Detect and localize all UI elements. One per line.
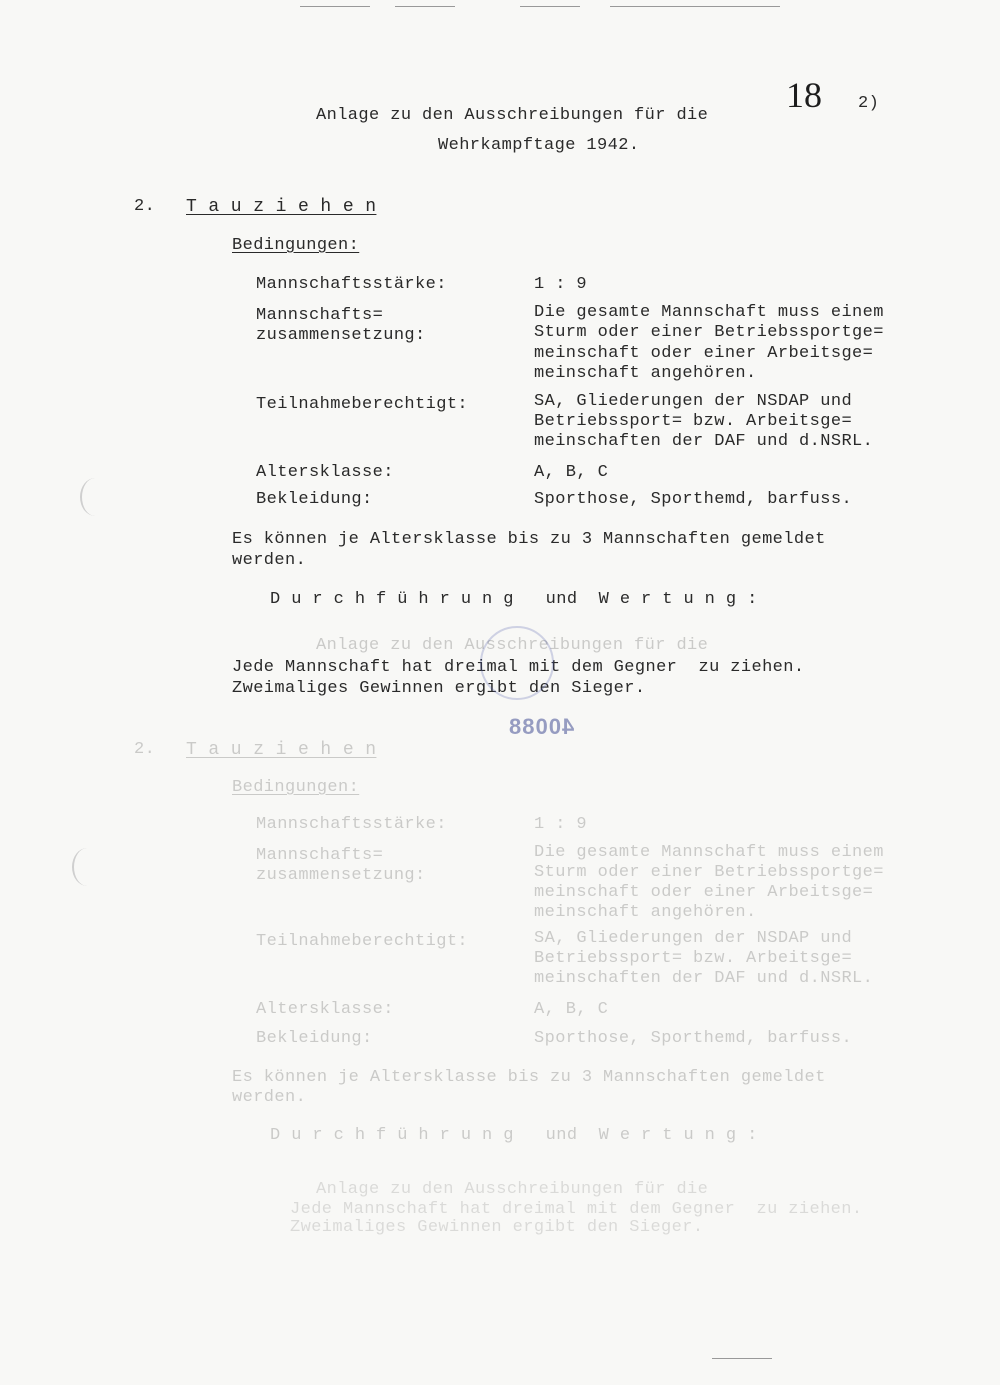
stamp-code: 40088: [508, 714, 575, 739]
show-through-text: Mannschaftsstärke:: [256, 815, 447, 834]
page-sub-number: 2): [858, 94, 880, 113]
show-through-text: Zweimaliges Gewinnen ergibt den Sieger.: [290, 1218, 704, 1237]
condition-value: meinschaften der DAF und d.NSRL.: [534, 432, 874, 451]
show-through-text: 2.: [134, 740, 156, 759]
edge-mark: [712, 1358, 772, 1359]
condition-value: A, B, C: [534, 463, 609, 482]
condition-value: Betriebssport= bzw. Arbeitsge=: [534, 412, 853, 431]
show-through-text: Mannschafts=: [256, 846, 384, 865]
edge-mark: [395, 6, 455, 7]
show-through-text: Teilnahmeberechtigt:: [256, 932, 469, 951]
show-through-text: Die gesamte Mannschaft muss einem: [534, 843, 884, 862]
condition-value: SA, Gliederungen der NSDAP und: [534, 392, 853, 411]
show-through-text: Anlage zu den Ausschreibungen für die: [316, 1180, 709, 1199]
show-through-text: Es können je Altersklasse bis zu 3 Mannschaften gemeldet: [232, 1068, 826, 1087]
show-through-text: Sturm oder einer Betriebssportge=: [534, 863, 884, 882]
condition-label: Mannschafts=: [256, 306, 384, 325]
section-number: 2.: [134, 197, 156, 216]
show-through-text: meinschaft oder einer Arbeitsge=: [534, 883, 874, 902]
condition-value: Sporthose, Sporthemd, barfuss.: [534, 490, 853, 509]
condition-label: Teilnahmeberechtigt:: [256, 395, 469, 414]
conditions-heading: Bedingungen:: [232, 236, 360, 255]
show-through-text: werden.: [232, 1088, 307, 1107]
show-through-text: D u r c h f ü h r u n g und W e r t u n g :: [270, 1126, 758, 1145]
condition-label: Mannschaftsstärke:: [256, 275, 447, 294]
section-title: T a u z i e h e n: [186, 197, 377, 217]
show-through-text: 1 : 9: [534, 815, 588, 834]
show-through-text: A, B, C: [534, 1000, 609, 1019]
edge-mark: [520, 6, 580, 7]
punch-hole: [80, 478, 110, 516]
show-through-text: T a u z i e h e n: [186, 740, 377, 760]
procedure-line-1: Jede Mannschaft hat dreimal mit dem Gegner zu ziehen.: [232, 658, 805, 677]
show-through-text: Anlage zu den Ausschreibungen für die: [316, 636, 709, 655]
show-through-text: meinschaften der DAF und d.NSRL.: [534, 969, 874, 988]
procedure-line-2: Zweimaliges Gewinnen ergibt den Sieger.: [232, 679, 646, 698]
condition-label: Bekleidung:: [256, 490, 373, 509]
condition-label: Altersklasse:: [256, 463, 394, 482]
show-through-text: Altersklasse:: [256, 1000, 394, 1019]
procedure-heading: D u r c h f ü h r u n g und W e r t u n g :: [270, 590, 758, 609]
show-through-text: Bedingungen:: [232, 778, 360, 797]
punch-hole: [72, 848, 102, 886]
header-line-2: Wehrkampftage 1942.: [438, 136, 640, 155]
note-line-1: Es können je Altersklasse bis zu 3 Mannschaften gemeldet: [232, 530, 826, 549]
header-line-1: Anlage zu den Ausschreibungen für die: [316, 106, 709, 125]
condition-value: Die gesamte Mannschaft muss einem: [534, 303, 884, 322]
condition-value: meinschaft oder einer Arbeitsge=: [534, 344, 874, 363]
page-number: 18: [786, 75, 822, 115]
show-through-text: SA, Gliederungen der NSDAP und: [534, 929, 853, 948]
condition-value: meinschaft angehören.: [534, 364, 757, 383]
condition-value: 1 : 9: [534, 275, 588, 294]
show-through-text: Bekleidung:: [256, 1029, 373, 1048]
show-through-text: Jede Mannschaft hat dreimal mit dem Gegner zu ziehen.: [290, 1200, 863, 1219]
condition-value: Sturm oder einer Betriebssportge=: [534, 323, 884, 342]
note-line-2: werden.: [232, 551, 307, 570]
edge-mark: [610, 6, 780, 7]
show-through-text: zusammensetzung:: [256, 866, 426, 885]
edge-mark: [300, 6, 370, 7]
condition-label: zusammensetzung:: [256, 326, 426, 345]
show-through-text: Sporthose, Sporthemd, barfuss.: [534, 1029, 853, 1048]
show-through-text: Betriebssport= bzw. Arbeitsge=: [534, 949, 853, 968]
show-through-text: meinschaft angehören.: [534, 903, 757, 922]
